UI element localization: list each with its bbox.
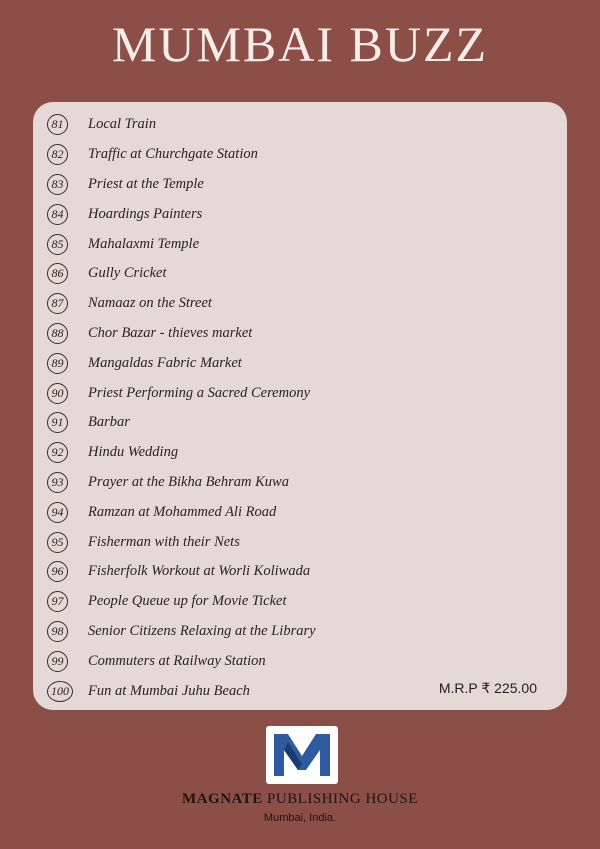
list-item (47, 497, 316, 527)
list-item (47, 319, 316, 349)
item-label: Prayer at the Bikha Behram Kuwa (88, 473, 289, 490)
item-number: 85 (47, 234, 68, 255)
item-label: Mangaldas Fabric Market (88, 354, 242, 371)
item-number: 100 (47, 681, 73, 702)
item-label: Ramzan at Mohammed Ali Road (88, 503, 277, 520)
list-item (47, 646, 316, 676)
list-item (47, 289, 316, 319)
item-number: 87 (47, 293, 68, 314)
publisher-name-rest: PUBLISHING HOUSE (267, 791, 418, 807)
item-label: Priest Performing a Sacred Ceremony (88, 384, 311, 401)
item-number: 95 (47, 532, 68, 553)
list-item (47, 438, 316, 468)
list-item (47, 229, 316, 259)
item-number: 83 (47, 174, 68, 195)
list-item (47, 587, 316, 617)
page-title: MUMBAI BUZZ (111, 16, 489, 72)
item-number: 96 (47, 561, 68, 582)
item-label: Fisherfolk Workout at Worli Koliwada (88, 563, 311, 580)
item-number: 88 (47, 323, 68, 344)
item-label: Senior Citizens Relaxing at the Library (88, 622, 316, 639)
list-item (47, 676, 316, 706)
list-item (47, 348, 316, 378)
item-number: 91 (47, 412, 68, 433)
item-label: Traffic at Churchgate Station (88, 146, 258, 163)
list-item (47, 557, 316, 587)
list-item (47, 110, 316, 140)
item-label: Fisherman with their Nets (88, 533, 240, 550)
contents-panel (33, 102, 567, 710)
item-label: Namaaz on the Street (88, 295, 212, 312)
item-label: Priest at the Temple (88, 175, 204, 192)
item-label: Gully Cricket (88, 265, 167, 282)
item-number: 89 (47, 353, 68, 374)
item-number: 99 (47, 651, 68, 672)
item-number: 86 (47, 263, 68, 284)
list-item (47, 259, 316, 289)
item-number: 98 (47, 621, 68, 642)
item-number: 84 (47, 204, 68, 225)
publisher-name (0, 791, 600, 808)
list-item (47, 617, 316, 647)
item-number: 97 (47, 591, 68, 612)
list-item (47, 378, 316, 408)
list-item (47, 199, 316, 229)
item-label: Commuters at Railway Station (88, 652, 266, 669)
item-label: People Queue up for Movie Ticket (88, 593, 287, 610)
item-label: Mahalaxmi Temple (88, 235, 200, 252)
item-number: 94 (47, 502, 68, 523)
publisher-city: Mumbai, India. (263, 812, 337, 824)
publisher-logo (266, 726, 338, 784)
list-item (47, 527, 316, 557)
item-label: Barbar (88, 414, 130, 431)
publisher-name-bold: MAGNATE (182, 791, 263, 807)
list-item (47, 468, 316, 498)
list-item (47, 408, 316, 438)
item-number: 81 (47, 114, 68, 135)
item-label: Local Train (88, 116, 157, 133)
item-number: 90 (47, 383, 68, 404)
item-number: 92 (47, 442, 68, 463)
item-label: Hoardings Painters (88, 205, 203, 222)
list-item (47, 170, 316, 200)
m-logo-icon (266, 726, 338, 784)
item-number: 93 (47, 472, 68, 493)
item-label: Hindu Wedding (88, 444, 179, 461)
contents-list (47, 110, 316, 706)
item-number: 82 (47, 144, 68, 165)
item-label: Fun at Mumbai Juhu Beach (88, 682, 250, 699)
price-label: M.R.P ₹ 225.00 (438, 680, 537, 696)
list-item (47, 140, 316, 170)
item-label: Chor Bazar - thieves market (88, 324, 253, 341)
